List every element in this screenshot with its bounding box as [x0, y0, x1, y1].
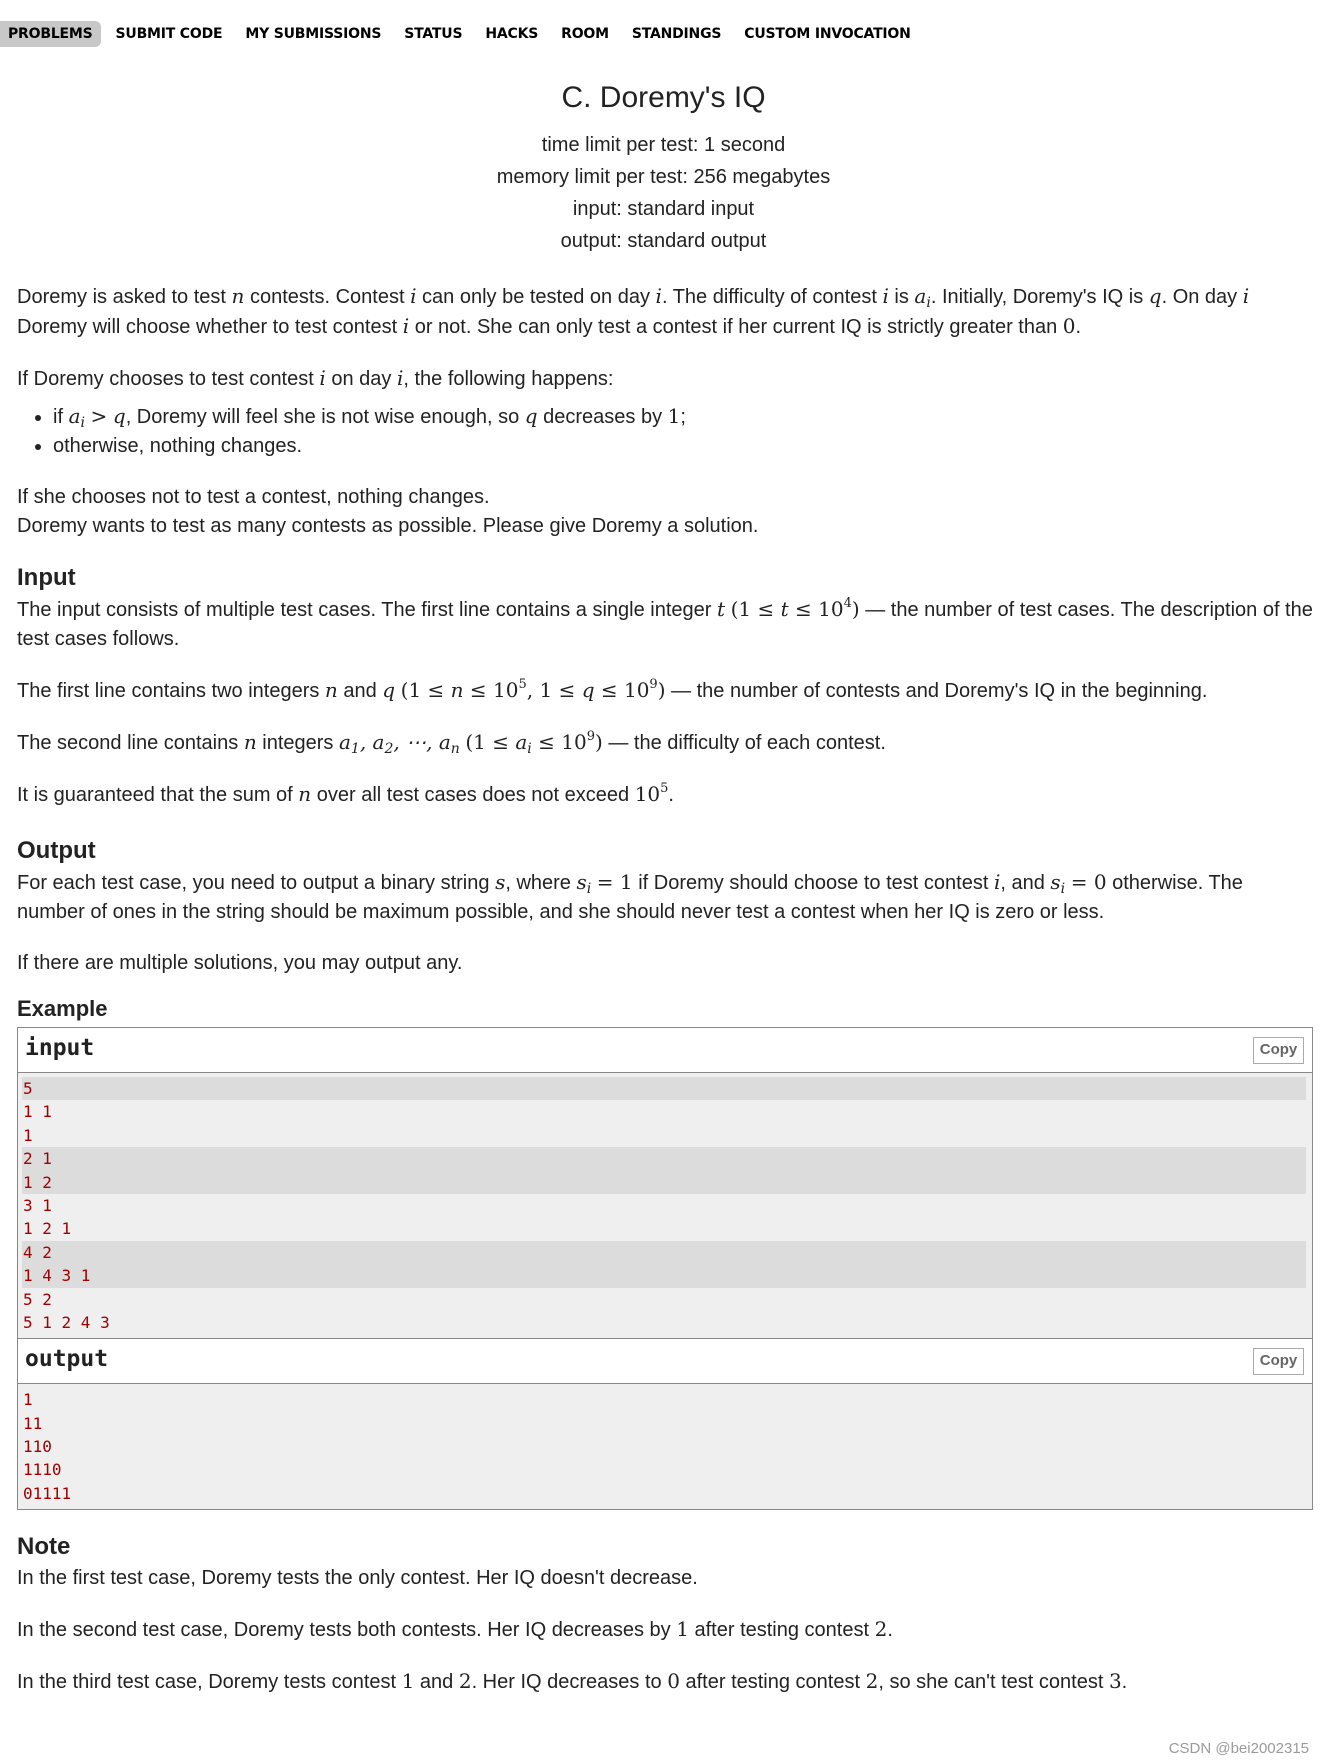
- sample-line: 2 1: [22, 1147, 1306, 1170]
- list-item: • if $a_i > q$, Doremy will feel she is not wise enough, so q decreases by 1;: [53, 402, 1313, 432]
- tab-room[interactable]: ROOM: [561, 26, 609, 42]
- tab-problems[interactable]: PROBLEMS: [0, 21, 101, 47]
- input-spec: input: standard input: [572, 198, 755, 220]
- output-header: [18, 1339, 1312, 1384]
- output-block[interactable]: [18, 1384, 1312, 1509]
- watermark: CSDN @bei2002315: [1168, 1740, 1309, 1757]
- tab-hacks[interactable]: HACKS: [485, 26, 539, 42]
- sample-line: 5: [22, 1077, 1306, 1100]
- sample-line: 01111: [23, 1483, 72, 1503]
- legend-paragraph-1: Doremy is asked to test n contests. Contest i can only be tested on day i. The difficulty of contest i is $a_i$. Initially, Doremy's IQ is q. On day i Doremy will choose whether to test contest i or not. She can only test a contest if her current IQ is strictly greater than 0.: [17, 284, 1250, 338]
- list-item: • otherwise, nothing changes.: [53, 432, 1313, 461]
- sample-test: [17, 1027, 1313, 1510]
- output-paragraph-1: For each test case, you need to output a binary string s, where $s_i = 1$ if Doremy should choose to test contest i, and $s_i = 0$ otherwise. The number of ones in the string should be maximum possible, and she should never test a contest when her IQ is zero or less.: [17, 870, 1243, 923]
- sample-line: 110: [23, 1437, 52, 1457]
- tab-custom-invocation[interactable]: CUSTOM INVOCATION: [744, 26, 911, 42]
- input-paragraph-2: The first line contains two integers n and q ($1 \le n \le 10^5$, $1 \le q \le 10^9$) — the number of contests and Doremy's IQ in the beginning.: [17, 677, 1208, 702]
- sample-line: 1110: [23, 1460, 62, 1480]
- copy-input-button[interactable]: Copy: [1253, 1037, 1304, 1064]
- output-section-title: Output: [17, 837, 96, 864]
- example-title: Example: [17, 996, 108, 1021]
- sample-line: 1 4 3 1: [22, 1264, 1306, 1287]
- input-block[interactable]: [18, 1073, 1312, 1339]
- problem-statement: [17, 282, 1313, 1719]
- sample-line: 3 1: [23, 1195, 52, 1215]
- tab-status[interactable]: STATUS: [404, 26, 463, 42]
- problem-nav: [0, 20, 926, 48]
- sample-line: 5 1 2 4 3: [23, 1312, 110, 1332]
- output-spec: output: standard output: [560, 230, 767, 252]
- condition-list: [17, 402, 1313, 461]
- tab-my-submissions[interactable]: MY SUBMISSIONS: [245, 26, 382, 42]
- output-label: output: [25, 1346, 109, 1373]
- input-label: input: [25, 1035, 95, 1061]
- sample-line: 1: [23, 1125, 33, 1145]
- input-paragraph-3: The second line contains n integers $a_1$, $a_2$, ⋯, $a_n$ $(1 \le a_i \le 10^9)$ — the difficulty of each contest.: [17, 729, 886, 757]
- note-paragraph-1: In the first test case, Doremy tests the only contest. Her IQ doesn't decrease.: [17, 1567, 698, 1590]
- note-paragraph-2: In the second test case, Doremy tests both contests. Her IQ decreases by 1 after testing contest 2.: [17, 1617, 893, 1642]
- sample-line: 1: [23, 1390, 33, 1410]
- legend-paragraph-2: If Doremy chooses to test contest i on day i, the following happens:: [17, 366, 614, 390]
- sample-line: 4 2: [22, 1241, 1306, 1264]
- problem-header: [0, 80, 1327, 257]
- sample-line: 1 2 1: [23, 1219, 72, 1239]
- copy-output-button[interactable]: Copy: [1253, 1348, 1304, 1375]
- sample-line: 1 2: [22, 1171, 1306, 1194]
- note-section-title: Note: [17, 1533, 71, 1561]
- input-paragraph-4: It is guaranteed that the sum of n over all test cases does not exceed $10^5$.: [17, 781, 674, 806]
- sample-line: 11: [23, 1413, 43, 1433]
- input-section-title: Input: [17, 564, 76, 591]
- legend-paragraph-3: If she chooses not to test a contest, nothing changes. Doremy wants to test as many contests as possible. Please give Doremy a solution.: [17, 486, 759, 537]
- memory-limit: memory limit per test: 256 megabytes: [496, 166, 831, 188]
- time-limit: time limit per test: 1 second: [541, 134, 786, 156]
- tab-submit-code[interactable]: SUBMIT CODE: [115, 26, 223, 42]
- input-paragraph-1: The input consists of multiple test cases. The first line contains a single integer t $(1 \le t \le 10^4)$ — the number of test cases. The description of the test cases follows.: [17, 596, 1313, 650]
- page-title: C. Doremy's IQ: [561, 81, 766, 114]
- sample-line: 5 2: [23, 1289, 52, 1309]
- output-paragraph-2: If there are multiple solutions, you may output any.: [17, 952, 463, 974]
- sample-line: 1 1: [23, 1102, 52, 1122]
- tab-standings[interactable]: STANDINGS: [631, 26, 722, 42]
- input-header: [18, 1028, 1312, 1073]
- note-paragraph-3: In the third test case, Doremy tests contest 1 and 2. Her IQ decreases to 0 after testing contest 2, so she can't test contest 3.: [17, 1669, 1128, 1694]
